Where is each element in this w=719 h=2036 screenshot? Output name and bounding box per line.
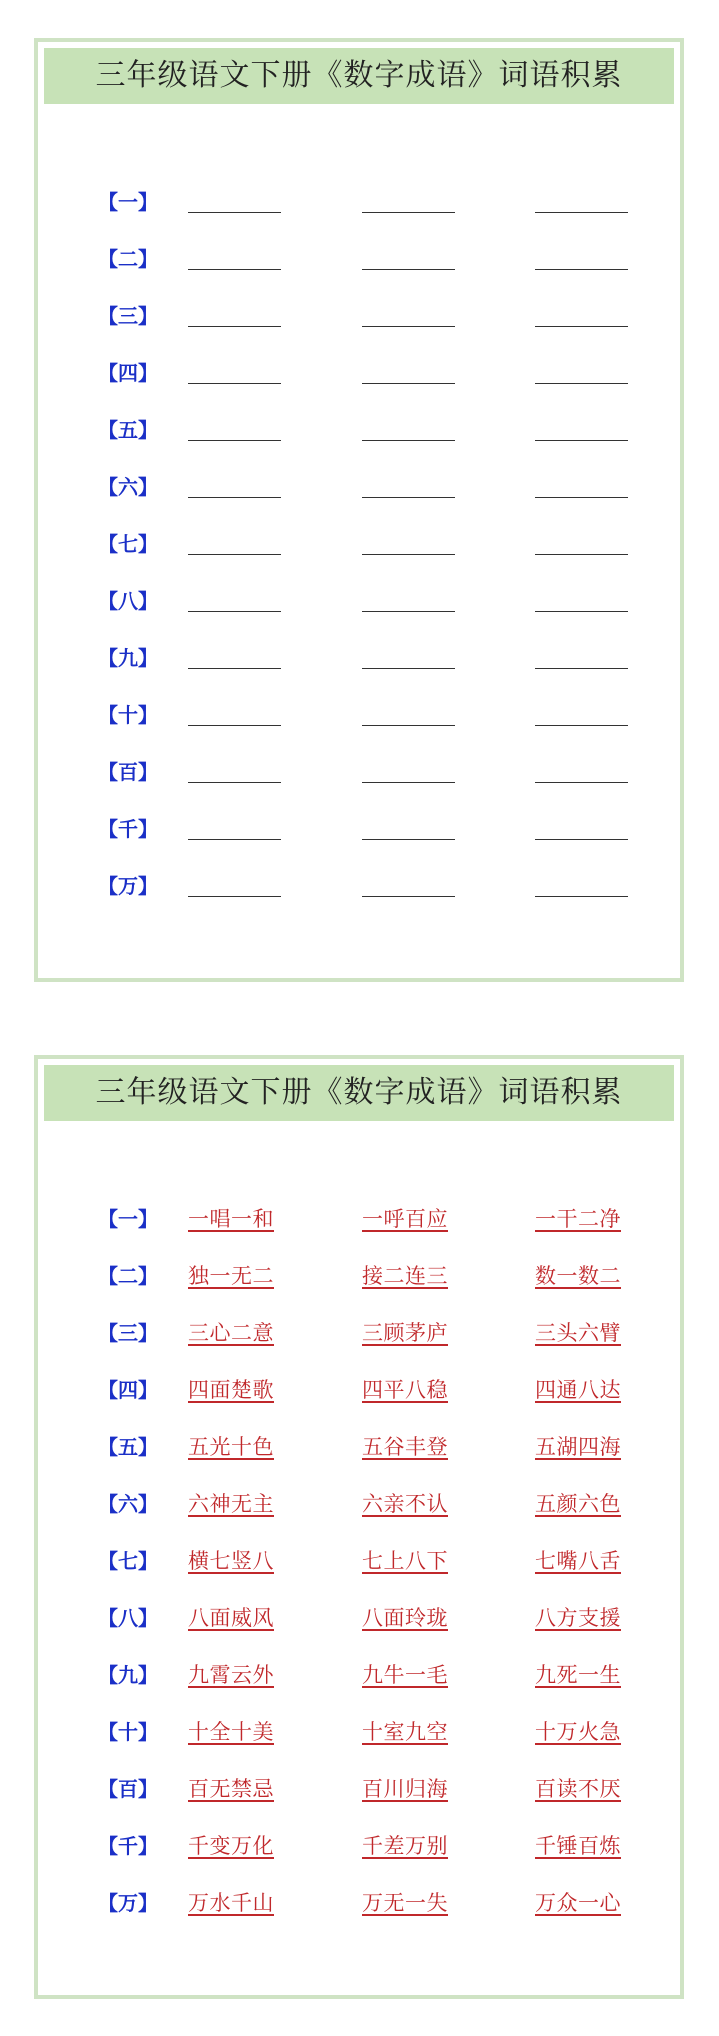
answer-blank[interactable] xyxy=(535,212,628,213)
idiom-answer: 千锤百炼 xyxy=(535,1834,621,1858)
answer-blank[interactable] xyxy=(188,896,281,897)
answer-blank[interactable] xyxy=(188,383,281,384)
answer-blank[interactable] xyxy=(535,269,628,270)
idiom-answer: 五湖四海 xyxy=(535,1435,621,1459)
answer-blank[interactable] xyxy=(535,839,628,840)
number-label: 【七】 xyxy=(98,532,158,556)
answer-blank[interactable] xyxy=(535,782,628,783)
answer-rows xyxy=(38,1205,680,1946)
idiom-answer: 百无禁忌 xyxy=(188,1777,274,1801)
idiom-answer: 三顾茅庐 xyxy=(362,1321,448,1345)
number-label: 【二】 xyxy=(98,247,158,271)
worksheet-row xyxy=(38,359,680,416)
number-label: 【五】 xyxy=(98,418,158,442)
answer-blank[interactable] xyxy=(362,896,455,897)
answer-blank[interactable] xyxy=(362,440,455,441)
answer-blank[interactable] xyxy=(188,554,281,555)
answer-row xyxy=(38,1433,680,1490)
answer-blank[interactable] xyxy=(535,554,628,555)
worksheet-row xyxy=(38,245,680,302)
idiom-answer: 百川归海 xyxy=(362,1777,448,1801)
worksheet-row xyxy=(38,188,680,245)
idiom-answer: 万水千山 xyxy=(188,1891,274,1915)
idiom-answer: 五光十色 xyxy=(188,1435,274,1459)
answer-row xyxy=(38,1832,680,1889)
idiom-answer: 九霄云外 xyxy=(188,1663,274,1687)
number-label: 【六】 xyxy=(98,475,158,499)
idiom-answer: 万无一失 xyxy=(362,1891,448,1915)
idiom-answer: 八面威风 xyxy=(188,1606,274,1630)
number-label: 【一】 xyxy=(98,190,158,214)
answer-blank[interactable] xyxy=(188,725,281,726)
worksheet-row xyxy=(38,758,680,815)
idiom-answer: 七上八下 xyxy=(362,1549,448,1573)
worksheet-row xyxy=(38,644,680,701)
answer-blank[interactable] xyxy=(188,212,281,213)
number-label: 【万】 xyxy=(98,874,158,898)
number-label: 【四】 xyxy=(98,361,158,385)
idiom-answer: 八面玲珑 xyxy=(362,1606,448,1630)
answer-row xyxy=(38,1490,680,1547)
answer-blank[interactable] xyxy=(188,611,281,612)
answer-blank[interactable] xyxy=(362,668,455,669)
number-label: 【六】 xyxy=(98,1492,158,1516)
worksheet-row xyxy=(38,473,680,530)
answer-row xyxy=(38,1205,680,1262)
number-label: 【一】 xyxy=(98,1207,158,1231)
idiom-answer: 横七竖八 xyxy=(188,1549,274,1573)
idiom-answer: 五颜六色 xyxy=(535,1492,621,1516)
number-label: 【千】 xyxy=(98,1834,158,1858)
answer-blank[interactable] xyxy=(362,269,455,270)
idiom-answer: 一唱一和 xyxy=(188,1207,274,1231)
answer-blank[interactable] xyxy=(188,839,281,840)
worksheet-rows xyxy=(38,188,680,929)
answer-row xyxy=(38,1604,680,1661)
idiom-answer: 万众一心 xyxy=(535,1891,621,1915)
answer-blank[interactable] xyxy=(362,497,455,498)
idiom-answer: 三头六臂 xyxy=(535,1321,621,1345)
idiom-answer: 十万火急 xyxy=(535,1720,621,1744)
worksheet-row xyxy=(38,530,680,587)
number-label: 【八】 xyxy=(98,1606,158,1630)
number-label: 【八】 xyxy=(98,589,158,613)
answer-row xyxy=(38,1775,680,1832)
idiom-answer: 六神无主 xyxy=(188,1492,274,1516)
number-label: 【千】 xyxy=(98,817,158,841)
idiom-answer: 十全十美 xyxy=(188,1720,274,1744)
number-label: 【七】 xyxy=(98,1549,158,1573)
answer-blank[interactable] xyxy=(362,383,455,384)
answer-blank[interactable] xyxy=(362,554,455,555)
number-label: 【百】 xyxy=(98,760,158,784)
number-label: 【九】 xyxy=(98,1663,158,1687)
answer-row xyxy=(38,1661,680,1718)
worksheet-row xyxy=(38,872,680,929)
answer-blank[interactable] xyxy=(535,326,628,327)
number-label: 【三】 xyxy=(98,1321,158,1345)
answer-blank[interactable] xyxy=(362,326,455,327)
idiom-answer: 四面楚歌 xyxy=(188,1378,274,1402)
worksheet-row xyxy=(38,302,680,359)
idiom-answer: 三心二意 xyxy=(188,1321,274,1345)
worksheet-row xyxy=(38,815,680,872)
answer-blank[interactable] xyxy=(535,497,628,498)
idiom-answer: 千差万别 xyxy=(362,1834,448,1858)
answer-blank[interactable] xyxy=(188,782,281,783)
idiom-answer: 五谷丰登 xyxy=(362,1435,448,1459)
answer-blank[interactable] xyxy=(362,725,455,726)
answer-row xyxy=(38,1889,680,1946)
idiom-answer: 九死一生 xyxy=(535,1663,621,1687)
number-label: 【四】 xyxy=(98,1378,158,1402)
idiom-answer: 百读不厌 xyxy=(535,1777,621,1801)
number-label: 【三】 xyxy=(98,304,158,328)
answer-blank[interactable] xyxy=(188,269,281,270)
number-label: 【万】 xyxy=(98,1891,158,1915)
worksheet-row xyxy=(38,587,680,644)
number-label: 【二】 xyxy=(98,1264,158,1288)
answer-row xyxy=(38,1547,680,1604)
idiom-answer: 一干二净 xyxy=(535,1207,621,1231)
answer-blank[interactable] xyxy=(188,497,281,498)
worksheet-row xyxy=(38,416,680,473)
answer-blank[interactable] xyxy=(362,212,455,213)
worksheet-row xyxy=(38,701,680,758)
worksheet-title: 三年级语文下册《数字成语》词语积累 xyxy=(44,48,674,104)
idiom-answer: 千变万化 xyxy=(188,1834,274,1858)
answer-blank[interactable] xyxy=(535,725,628,726)
idiom-answer: 一呼百应 xyxy=(362,1207,448,1231)
number-label: 【五】 xyxy=(98,1435,158,1459)
idiom-answer: 六亲不认 xyxy=(362,1492,448,1516)
idiom-answer: 数一数二 xyxy=(535,1264,621,1288)
answer-blank[interactable] xyxy=(362,782,455,783)
answer-row xyxy=(38,1718,680,1775)
answer-blank[interactable] xyxy=(535,611,628,612)
answer-blank[interactable] xyxy=(188,440,281,441)
answer-row xyxy=(38,1319,680,1376)
idiom-answer: 接二连三 xyxy=(362,1264,448,1288)
idiom-answer: 四平八稳 xyxy=(362,1378,448,1402)
answer-blank[interactable] xyxy=(188,668,281,669)
answer-row xyxy=(38,1376,680,1433)
number-label: 【十】 xyxy=(98,1720,158,1744)
idiom-answer: 四通八达 xyxy=(535,1378,621,1402)
answer-blank[interactable] xyxy=(535,440,628,441)
idiom-answer: 独一无二 xyxy=(188,1264,274,1288)
number-label: 【十】 xyxy=(98,703,158,727)
number-label: 【九】 xyxy=(98,646,158,670)
idiom-answer: 十室九空 xyxy=(362,1720,448,1744)
idiom-answer: 九牛一毛 xyxy=(362,1663,448,1687)
answer-blank[interactable] xyxy=(188,326,281,327)
idiom-answer: 七嘴八舌 xyxy=(535,1549,621,1573)
answer-card xyxy=(34,1055,684,1999)
answer-row xyxy=(38,1262,680,1319)
number-label: 【百】 xyxy=(98,1777,158,1801)
answer-blank[interactable] xyxy=(362,611,455,612)
answer-blank[interactable] xyxy=(535,383,628,384)
idiom-answer: 八方支援 xyxy=(535,1606,621,1630)
answer-blank[interactable] xyxy=(535,896,628,897)
worksheet-card xyxy=(34,38,684,982)
answer-blank[interactable] xyxy=(362,839,455,840)
answer-title: 三年级语文下册《数字成语》词语积累 xyxy=(44,1065,674,1121)
answer-blank[interactable] xyxy=(535,668,628,669)
